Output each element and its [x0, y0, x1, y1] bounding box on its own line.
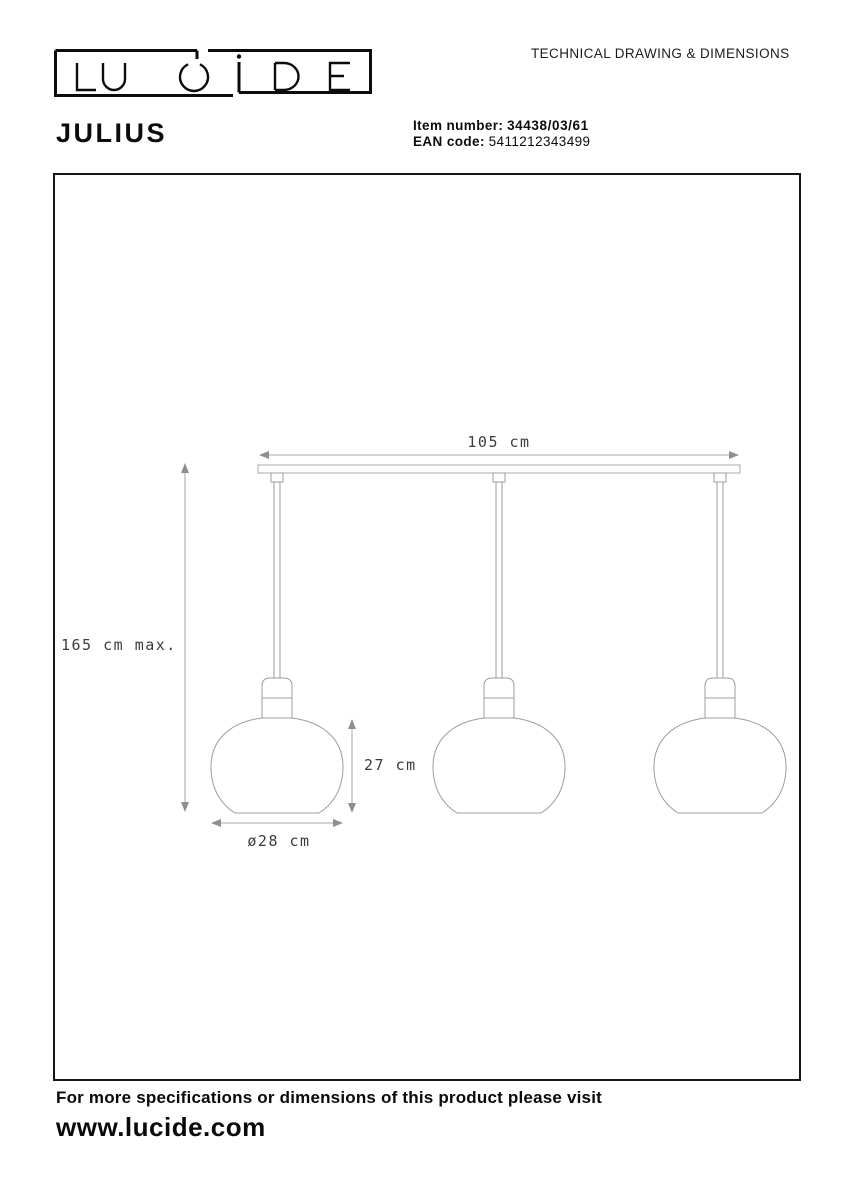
shade-height-label: 27 cm — [364, 756, 417, 774]
item-number-label: Item number: — [413, 118, 504, 133]
ean-code-row — [413, 134, 590, 150]
bar-width-label: 105 cm — [467, 433, 531, 451]
pendant-left — [211, 473, 343, 813]
shade-diameter-label: ø28 cm — [247, 832, 311, 850]
dimension-bar-width — [260, 433, 738, 455]
dimension-shade-height — [352, 720, 417, 812]
pendant-middle — [433, 473, 565, 813]
document-type-title: TECHNICAL DRAWING & DIMENSIONS — [531, 46, 790, 61]
dimension-shade-diameter — [212, 823, 342, 850]
technical-drawing — [53, 173, 801, 1081]
product-name: JULIUS — [56, 118, 168, 148]
drawing-frame — [54, 174, 800, 1080]
logo-letters — [77, 63, 350, 91]
footer-note: For more specifications or dimensions of this product please visit — [56, 1088, 602, 1107]
footer-website: www.lucide.com — [56, 1112, 266, 1142]
item-number-row — [413, 118, 590, 134]
dimension-max-drop — [61, 464, 185, 811]
lucide-logo — [54, 49, 372, 97]
ean-code-label: EAN code: — [413, 134, 485, 149]
pendant-right — [654, 473, 786, 813]
item-number-value: 34438/03/61 — [507, 118, 589, 133]
ceiling-bar — [258, 465, 740, 473]
max-drop-label: 165 cm max. — [61, 636, 177, 654]
product-codes — [413, 118, 590, 150]
logo-i-dot — [237, 54, 241, 58]
ean-code-value: 5411212343499 — [488, 134, 591, 149]
